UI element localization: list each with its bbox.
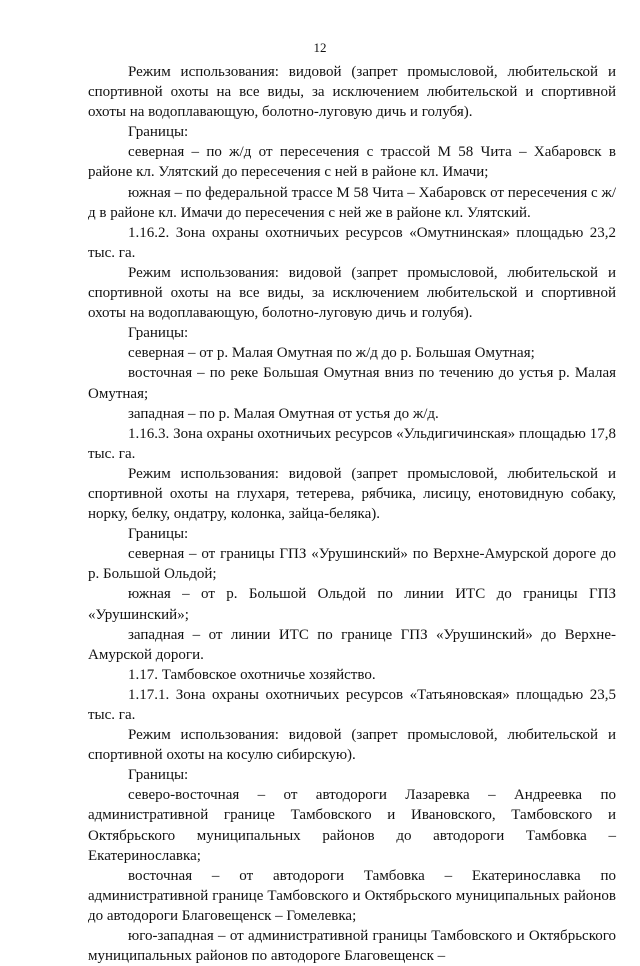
paragraph-boundary-east-4: восточная – от автодороги Тамбовка – Екатеринославка по административной границе Тамбовского и Октябрьского муниципальных районов до автодороги Благовещенск – Гомелевка; [88,867,616,924]
paragraph-boundaries-heading-4: Границы: [128,767,189,784]
paragraph-boundary-south-1: южная – по федеральной трассе М 58 Чита – Хабаровск от пересечения с ж/д в районе кл. Имачи до пересечения с ней же в районе кл. Улятский. [88,184,616,221]
paragraph-usage-mode-2: Режим использования: видовой (запрет промысловой, любительской и спортивной охоты на все виды, за исключением любительской и спортивной охоты на водоплавающую, болотно-луговую дичь и голубя). [88,264,616,322]
paragraph-boundary-northeast-4: северо-восточная – от автодороги Лазаревка – Андреевка по административной границе Тамбовского и Ивановского, Тамбовского и Октябрьского муниципальных районов до автодороги Тамбовка – Екатеринославка; [88,787,616,864]
paragraph-boundary-southwest-4: юго-западная – от административной границы Тамбовского и Октябрьского муниципальных районов по автодороге Благовещенск – [88,928,616,965]
document-body [88,62,616,966]
paragraph-boundary-south-3: южная – от р. Большой Ольдой по линии ИТС до границы ГПЗ «Урушинский»; [88,586,616,623]
paragraph-boundary-north-3: северная – от границы ГПЗ «Урушинский» по Верхне-Амурской дороге до р. Большой Ольдой; [88,546,616,583]
paragraph-boundary-west-2: западная – по р. Малая Омутная от устья до ж/д. [128,405,439,422]
page-number: 12 [313,40,327,55]
paragraph-boundaries-heading-3: Границы: [128,526,189,543]
paragraph-section-1-16-3: 1.16.3. Зона охраны охотничьих ресурсов «Ульдигичинская» площадью 17,8 тыс. га. [88,425,616,462]
paragraph-section-1-16-2: 1.16.2. Зона охраны охотничьих ресурсов «Омутнинская» площадью 23,2 тыс. га. [88,224,616,261]
paragraph-boundary-west-3: западная – от линии ИТС по границе ГПЗ «Урушинский» до Верхне-Амурской дороги. [88,626,616,663]
paragraph-boundaries-heading-2: Границы: [128,325,189,342]
paragraph-boundary-north-1: северная – по ж/д от пересечения с трассой М 58 Чита – Хабаровск в районе кл. Улятский до пересечения с ней в районе кл. Имачи; [88,144,616,181]
paragraph-section-1-17-1: 1.17.1. Зона охраны охотничьих ресурсов «Татьяновская» площадью 23,5 тыс. га. [88,686,616,723]
paragraph-usage-mode-1: Режим использования: видовой (запрет промысловой, любительской и спортивной охоты на все виды, за исключением любительской и спортивной охоты на водоплавающую, болотно-луговую дичь и голубя). [88,64,616,121]
paragraph-section-1-17: 1.17. Тамбовское охотничье хозяйство. [128,666,376,683]
paragraph-usage-mode-3: Режим использования: видовой (запрет промысловой, любительской и спортивной охоты на глухаря, тетерева, рябчика, лисицу, енотовидную собаку, норку, белку, ондатру, колонка, зайца-беляка). [88,465,616,523]
paragraph-usage-mode-4: Режим использования: видовой (запрет промысловой, любительской и спортивной охоты на косулю сибирскую). [88,727,616,764]
paragraph-boundary-east-2: восточная – по реке Большая Омутная вниз по течению до устья р. Малая Омутная; [88,365,616,402]
paragraph-boundaries-heading-1: Границы: [128,124,189,141]
paragraph-boundary-north-2: северная – от р. Малая Омутная по ж/д до р. Большая Омутная; [128,345,535,362]
